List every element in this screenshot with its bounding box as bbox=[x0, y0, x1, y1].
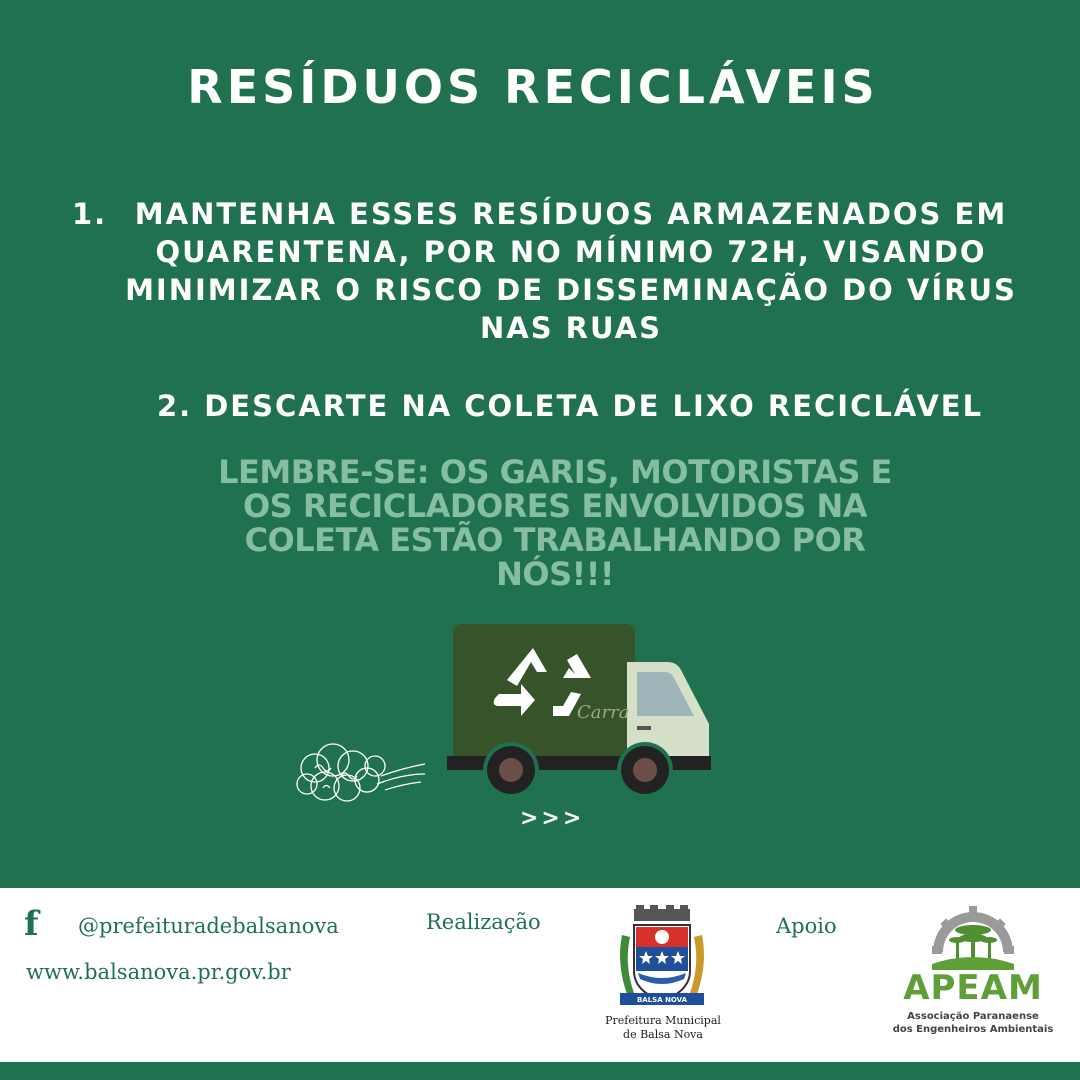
apeam-subtitle-line-2: dos Engenheiros Ambientais bbox=[892, 1024, 1054, 1035]
crest-caption-line-2: de Balsa Nova bbox=[623, 1028, 703, 1041]
municipal-crest-icon bbox=[612, 905, 712, 1015]
website-link[interactable]: www.balsanova.pr.gov.br bbox=[26, 960, 291, 984]
apeam-subtitle-line-1: Associação Paranaense bbox=[907, 1011, 1039, 1022]
apeam-name: APEAM bbox=[903, 968, 1043, 1008]
crest-caption-line-1: Prefeitura Municipal bbox=[605, 1014, 721, 1027]
apoio-label: Apoio bbox=[776, 914, 837, 938]
realizacao-label: Realização bbox=[426, 910, 541, 934]
step-2-text: 2. DESCARTE NA COLETA DE LIXO RECICLÁVEL bbox=[156, 389, 984, 423]
apeam-logo-icon bbox=[918, 906, 1028, 974]
instructions bbox=[60, 195, 1020, 425]
facebook-handle[interactable]: @prefeituradebalsanova bbox=[78, 914, 339, 938]
poster-title: RESÍDUOS RECICLÁVEIS bbox=[187, 60, 879, 114]
apeam-subtitle bbox=[890, 1010, 1056, 1036]
step-1-number: 1. bbox=[72, 197, 108, 231]
truck-cargo bbox=[453, 624, 635, 766]
crest-caption bbox=[598, 1014, 728, 1042]
step-1 bbox=[60, 195, 1020, 347]
crest-banner-text: BALSA NOVA bbox=[636, 996, 688, 1004]
reminder-text: LEMBRE-SE: OS GARIS, MOTORISTAS E OS RECICLADORES ENVOLVIDOS NA COLETA ESTÃO TRABALHANDO POR NÓS!!! bbox=[218, 453, 892, 593]
facebook-icon[interactable]: f bbox=[24, 904, 39, 944]
arrows-indicator: >>> bbox=[520, 806, 585, 831]
recycling-truck-icon bbox=[285, 618, 725, 808]
exhaust-smoke bbox=[297, 744, 425, 801]
svg-text:Carra: Carra bbox=[577, 702, 630, 723]
step-1-text: MANTENHA ESSES RESÍDUOS ARMAZENADOS EM QUARENTENA, POR NO MÍNIMO 72H, VISANDO MINIMIZAR O RISCO DE DISSEMINAÇÃO DO VÍRUS NAS RUAS bbox=[125, 197, 1017, 345]
bottom-bar bbox=[0, 1062, 1080, 1080]
